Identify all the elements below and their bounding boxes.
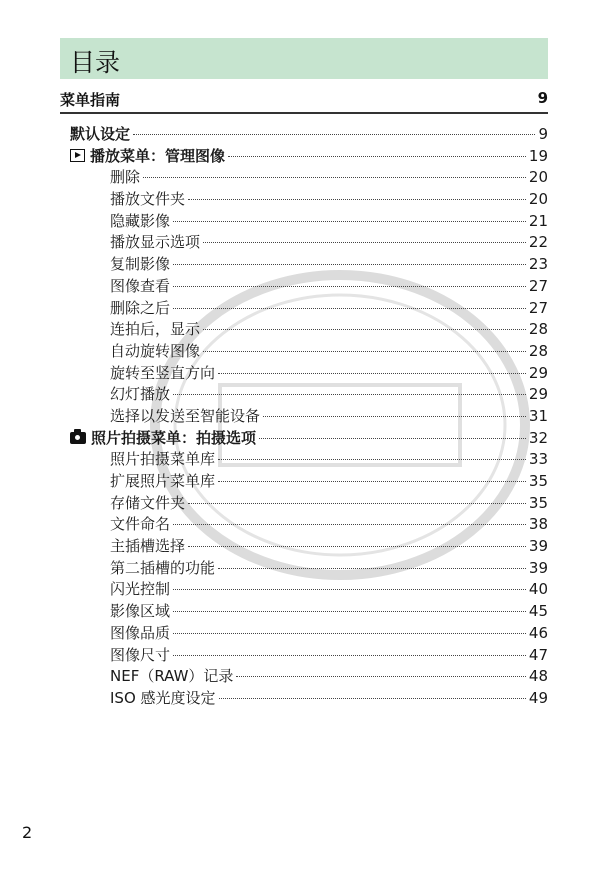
toc-entry-title: 影像区域 [110,602,171,621]
dot-leader [203,351,526,352]
toc-entry-title: 选择以发送至智能设备 [110,406,261,425]
toc-entry[interactable] [60,167,548,189]
toc-entry-title: 删除之后 [110,298,171,317]
dot-leader [188,546,526,547]
toc-entry-title: 闪光控制 [110,580,171,599]
toc-entry[interactable] [60,645,548,667]
toc-entry-page: 47 [528,645,548,664]
toc-entry-page: 48 [528,667,548,686]
dot-leader [173,589,526,590]
toc-entry[interactable] [60,124,548,146]
page-number: 2 [22,823,33,842]
toc-entry-title: 播放文件夹 [110,190,186,209]
toc-entry[interactable] [60,384,548,406]
toc-entry[interactable] [60,536,548,558]
toc-entry-page: 46 [528,623,548,642]
dot-leader [173,611,526,612]
toc-entry-page: 33 [528,450,548,469]
dot-leader [173,655,526,656]
dot-leader [218,481,526,482]
toc-entry[interactable] [60,276,548,298]
dot-leader [219,698,526,699]
toc-entry-page: 39 [528,537,548,556]
dot-leader [218,373,526,374]
toc-entry-page: 38 [528,515,548,534]
toc-entry-title: ISO 感光度设定 [110,688,216,707]
toc-entry-page: 32 [528,428,548,447]
toc-entry-page: 27 [528,298,548,317]
toc-entry[interactable] [60,428,548,450]
toc-entry-page: 29 [528,385,548,404]
toc-entry-page: 28 [528,320,548,339]
dot-leader [173,221,526,222]
toc-entry[interactable] [60,189,548,211]
toc-entry[interactable] [60,471,548,493]
toc-entry-page: 20 [528,190,548,209]
toc-entry-title: 播放菜单：管理图像 [90,146,226,165]
toc-entry-title: 自动旋转图像 [110,341,201,360]
toc-entry-title: 图像尺寸 [110,645,171,664]
dot-leader [188,199,526,200]
toc-entry-page: 20 [528,168,548,187]
section-header[interactable] [60,88,548,110]
toc-entry-page: 23 [528,255,548,274]
toc-entry[interactable] [60,666,548,688]
toc-entry-page: 27 [528,276,548,295]
toc-entry-title: 文件命名 [110,515,171,534]
toc-entry-title: 扩展照片菜单库 [110,472,216,490]
toc-entry-page: 28 [528,341,548,360]
section-page: 9 [537,89,548,107]
toc-entry-page: 35 [528,493,548,512]
toc-entry-title: 旋转至竖直方向 [110,363,216,382]
toc-entry-page: 45 [528,602,548,621]
toc-entry-title: 图像品质 [110,623,171,642]
toc-entry-title: 照片拍摄菜单库 [110,450,216,469]
toc-entry-title: 播放显示选项 [110,233,201,252]
toc-entry-title: 图像查看 [110,276,171,295]
toc-entry[interactable] [60,363,548,385]
dot-leader [228,156,526,157]
toc-entry-title: 幻灯播放 [110,385,171,404]
toc-entry[interactable] [60,579,548,601]
toc-entry[interactable] [60,341,548,363]
toc-entry[interactable] [60,601,548,623]
toc-entry-title: 存储文件夹 [110,493,186,512]
toc-entry-title: 照片拍摄菜单：拍摄选项 [91,428,257,447]
section-divider [60,112,548,114]
toc-entry[interactable] [60,623,548,645]
toc-entry-title: 复制影像 [110,255,171,274]
toc-entry-page: 21 [528,211,548,230]
toc-entry-title: 连拍后，显示 [110,320,201,339]
toc-entry-title: 默认设定 [70,125,131,143]
toc-entry[interactable] [60,319,548,341]
page-title: 目录 [70,48,121,77]
toc-entry-title: 第二插槽的功能 [110,558,216,577]
toc-entry-page: 31 [528,406,548,425]
toc-entry[interactable] [60,146,548,168]
toc-entry[interactable] [60,298,548,320]
toc-entry[interactable] [60,514,548,536]
toc-entry-page: 49 [528,688,548,707]
dot-leader [203,329,526,330]
title-bar [60,38,548,79]
toc-entry-title: NEF（RAW）记录 [110,667,234,686]
toc-entry[interactable] [60,493,548,515]
dot-leader [173,264,526,265]
dot-leader [259,438,526,439]
dot-leader [203,242,526,243]
dot-leader [236,676,525,677]
toc-entry[interactable] [60,232,548,254]
toc-entry[interactable] [60,211,548,233]
toc-entry[interactable] [60,449,548,471]
toc-entry-page: 19 [528,146,548,165]
dot-leader [263,416,526,417]
toc-entry-title: 删除 [110,168,141,187]
toc-entry-page: 9 [538,125,548,143]
toc-entry[interactable] [60,254,548,276]
dot-leader [173,524,526,525]
toc-entry-page: 35 [528,472,548,490]
section-title: 菜单指南 [60,91,121,109]
dot-leader [173,286,526,287]
dot-leader [218,568,526,569]
dot-leader [173,308,526,309]
toc-entry-page: 29 [528,363,548,382]
playback-icon [70,149,85,162]
dot-leader [218,459,526,460]
dot-leader [133,134,535,135]
dot-leader [173,394,526,395]
table-of-contents [60,124,548,710]
toc-entry-page: 22 [528,233,548,252]
dot-leader [143,177,526,178]
toc-entry-page: 39 [528,558,548,577]
dot-leader [173,633,526,634]
toc-entry-page: 40 [528,580,548,599]
toc-entry[interactable] [60,688,548,710]
camera-icon [70,432,86,444]
toc-entry-title: 主插槽选择 [110,537,186,556]
toc-entry[interactable] [60,558,548,580]
toc-entry-title: 隐藏影像 [110,211,171,230]
toc-entry[interactable] [60,406,548,428]
dot-leader [188,503,526,504]
